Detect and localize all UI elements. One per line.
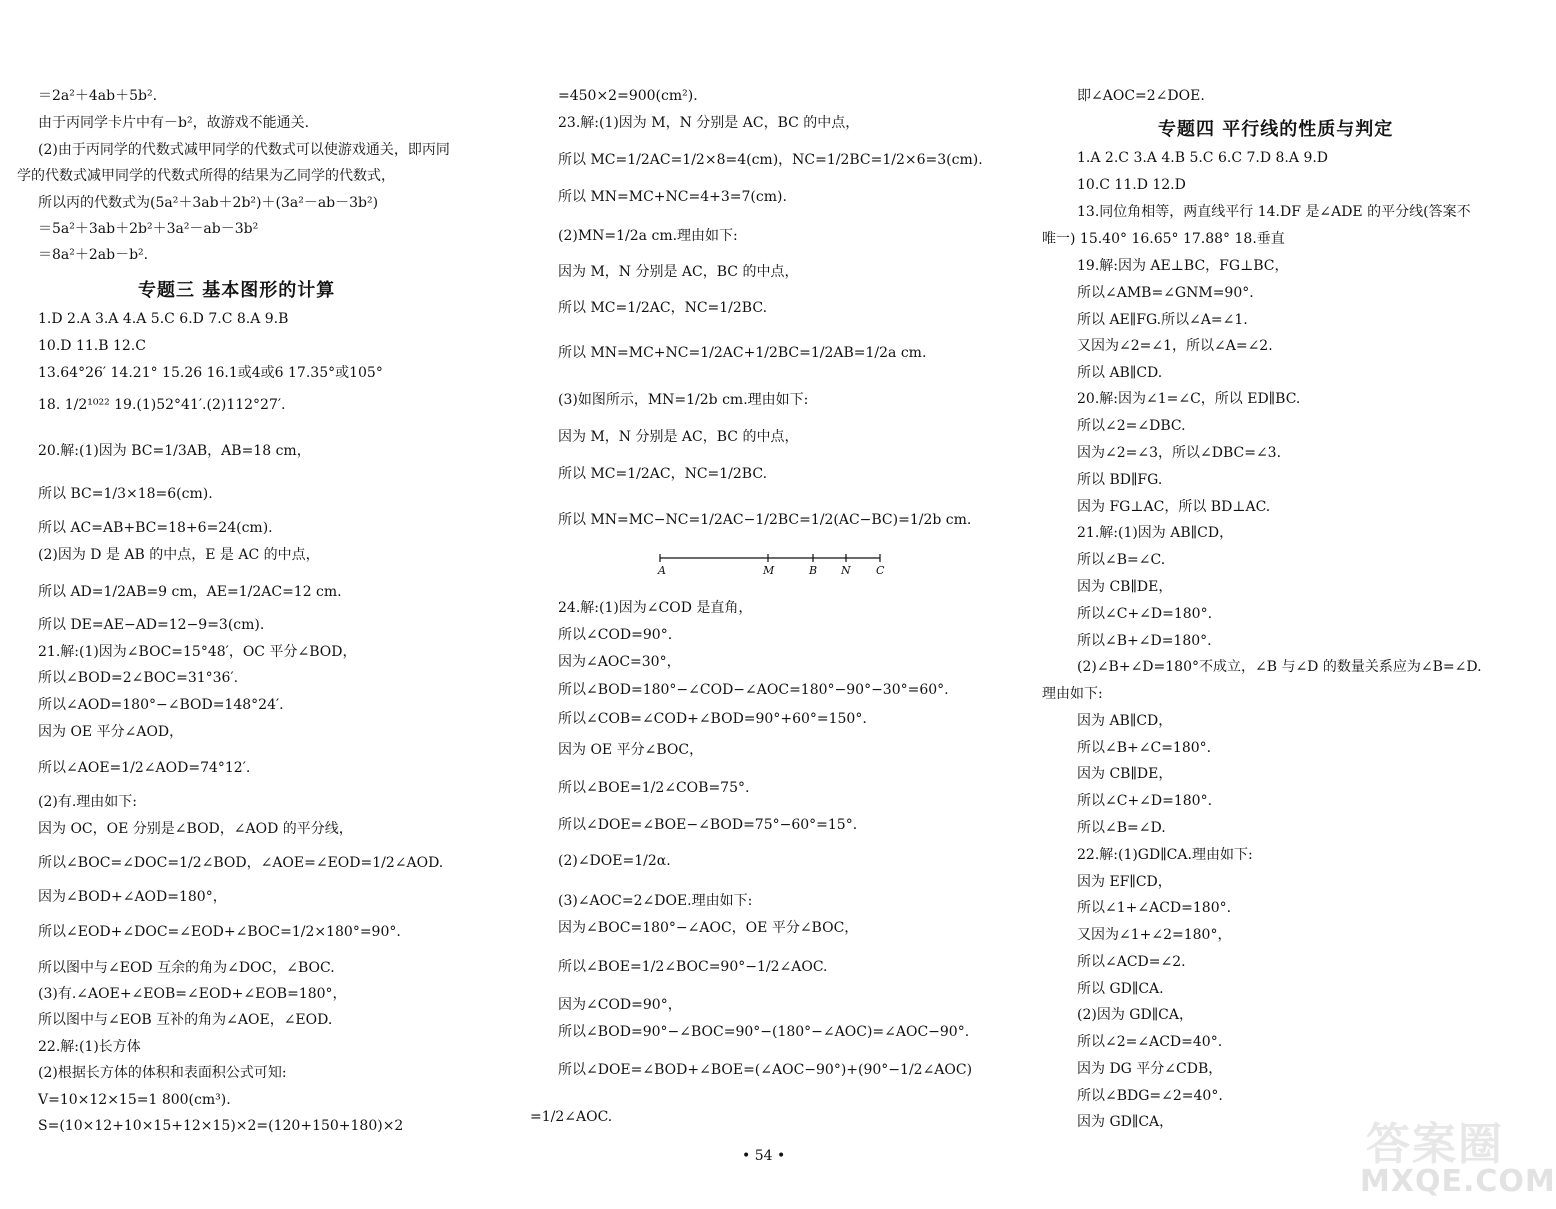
text-line: 即∠AOC=2∠DOE. (1077, 88, 1205, 104)
text-line: 20.解:因为∠1=∠C，所以 ED∥BC. (1077, 391, 1301, 407)
answer-line: 10.C 11.D 12.D (1077, 177, 1186, 193)
text-line: 所以∠2=∠DBC. (1077, 418, 1186, 434)
text-line: 所以∠AOD=180°−∠BOD=148°24′. (38, 697, 284, 713)
point-label-m: M (763, 564, 775, 577)
answer-line: 13.同位角相等，两直线平行 14.DF 是∠ADE 的平分线(答案不 (1077, 204, 1471, 220)
point-label-a: A (658, 564, 666, 577)
point-label-n: N (841, 564, 851, 577)
text-line: (2)由于丙同学的代数式减甲同学的代数式可以使游戏通关，即丙同 (38, 142, 450, 158)
text-line: ＝5a²＋3ab＋2b²＋3a²－ab－3b² (38, 221, 259, 237)
text-line: 所以图中与∠EOB 互补的角为∠AOE，∠EOD. (38, 1012, 333, 1028)
text-line: 21.解:(1)因为∠BOC=15°48′，OC 平分∠BOD， (38, 644, 357, 660)
text-line: 因为 CB∥DE， (1077, 766, 1173, 782)
answer-line: 1.A 2.C 3.A 4.B 5.C 6.C 7.D 8.A 9.D (1077, 150, 1329, 166)
text-line: V=10×12×15=1 800(cm³). (38, 1092, 231, 1108)
text-line: 所以图中与∠EOD 互余的角为∠DOC，∠BOC. (38, 960, 335, 976)
text-line: 又因为∠2=∠1，所以∠A=∠2. (1077, 338, 1273, 354)
text-line: 22.解:(1)长方体 (38, 1039, 141, 1055)
text-line: 因为 M，N 分别是 AC，BC 的中点， (558, 264, 799, 280)
text-line: 所以∠B=∠D. (1077, 820, 1166, 836)
text-line: 19.解:因为 AE⊥BC，FG⊥BC， (1077, 258, 1289, 274)
point-label-b: B (809, 564, 818, 577)
text-line: =450×2=900(cm²). (558, 88, 698, 104)
text-line: 所以 MN=MC−NC=1/2AC−1/2BC=1/2(AC−BC)=1/2b cm. (558, 512, 972, 528)
text-line: 23.解:(1)因为 M，N 分别是 AC，BC 的中点， (558, 115, 860, 131)
text-line: 所以 AC=AB+BC=18+6=24(cm). (38, 520, 273, 536)
text-line: 因为 GD∥CA， (1077, 1114, 1174, 1130)
watermark-logo (1348, 1108, 1556, 1204)
text-line: 所以 AD=1/2AB=9 cm，AE=1/2AC=12 cm. (38, 584, 342, 600)
text-line: 所以∠EOD+∠DOC=∠EOD+∠BOC=1/2×180°=90°. (38, 924, 401, 940)
text-line: 所以∠1+∠ACD=180°. (1077, 900, 1232, 916)
text-line: 所以∠C+∠D=180°. (1077, 606, 1213, 622)
text-line: 所以 MN=MC+NC=4+3=7(cm). (558, 189, 787, 205)
text-line: 所以∠BOD=180°−∠COD−∠AOC=180°−90°−30°=60°. (558, 682, 949, 698)
text-line: 所以∠COB=∠COD+∠BOD=90°+60°=150°. (558, 711, 867, 727)
text-line: 因为∠BOC=180°−∠AOC，OE 平分∠BOC， (558, 920, 859, 936)
text-line: 因为∠BOD+∠AOD=180°， (38, 889, 227, 905)
text-line: (2)MN=1/2a cm.理由如下: (558, 228, 738, 244)
text-line: S=(10×12+10×15+12×15)×2=(120+150+180)×2 (38, 1118, 404, 1134)
text-line: 因为 OC，OE 分别是∠BOD，∠AOD 的平分线， (38, 821, 353, 837)
text-line: (2)因为 GD∥CA， (1077, 1007, 1193, 1023)
text-line: (2)有.理由如下: (38, 794, 137, 810)
text-line: 因为 AB∥CD， (1077, 713, 1173, 729)
segment-figure (655, 552, 887, 582)
answer-line: 18. 1/2¹⁰²² 19.(1)52°41′.(2)112°27′. (38, 397, 286, 413)
text-line: 所以∠BOD=2∠BOC=31°36′. (38, 670, 239, 686)
text-line: 因为∠COD=90°， (558, 997, 682, 1013)
text-line: 因为 M，N 分别是 AC，BC 的中点， (558, 429, 799, 445)
text-line: 所以∠ACD=∠2. (1077, 954, 1186, 970)
section-title: 专题三 基本图形的计算 (138, 280, 336, 301)
text-line: 所以 AE∥FG.所以∠A=∠1. (1077, 312, 1248, 328)
text-line: 24.解:(1)因为∠COD 是直角， (558, 600, 753, 616)
text-line: 因为∠2=∠3，所以∠DBC=∠3. (1077, 445, 1282, 461)
text-line: 所以 GD∥CA. (1077, 981, 1164, 997)
text-line: 20.解:(1)因为 BC=1/3AB，AB=18 cm， (38, 443, 311, 459)
text-line: 所以∠DOE=∠BOD+∠BOE=(∠AOC−90°)+(90°−1/2∠AOC) (558, 1062, 973, 1078)
text-line: 所以 MC=1/2AC=1/2×8=4(cm)，NC=1/2BC=1/2×6=3(cm). (558, 152, 983, 168)
text-line: ＝8a²＋2ab－b². (38, 247, 149, 263)
text-line: ＝2a²＋4ab＋5b². (38, 88, 158, 104)
answer-line: 1.D 2.A 3.A 4.A 5.C 6.D 7.C 8.A 9.B (38, 311, 289, 327)
watermark-text-top: 答案圈 (1366, 1119, 1504, 1170)
text-line: 学的代数式减甲同学的代数式所得的结果为乙同学的代数式， (17, 168, 395, 184)
text-line: (2)∠DOE=1/2α. (558, 853, 671, 869)
text-line: 因为 EF∥CD， (1077, 874, 1172, 890)
text-line: 所以∠BOE=1/2∠BOC=90°−1/2∠AOC. (558, 959, 828, 975)
watermark-text-bottom: MXQE.COM (1360, 1164, 1556, 1199)
text-line: 因为 OE 平分∠BOC， (558, 742, 704, 758)
text-line: 所以∠B+∠D=180°. (1077, 633, 1212, 649)
text-line: (3)有.∠AOE+∠EOB=∠EOD+∠EOB=180°， (38, 986, 347, 1002)
text-line: (3)∠AOC=2∠DOE.理由如下: (558, 893, 753, 909)
text-line: 所以∠BOD=90°−∠BOC=90°−(180°−∠AOC)=∠AOC−90°. (558, 1024, 970, 1040)
text-line: 所以∠BDG=∠2=40°. (1077, 1088, 1223, 1104)
text-line: 22.解:(1)GD∥CA.理由如下: (1077, 847, 1253, 863)
answer-line: 唯一) 15.40° 16.65° 17.88° 18.垂直 (1042, 231, 1285, 247)
text-line: 所以 DE=AE−AD=12−9=3(cm). (38, 617, 265, 633)
text-line: 因为 DG 平分∠CDB， (1077, 1061, 1223, 1077)
text-line: 所以∠C+∠D=180°. (1077, 793, 1213, 809)
text-line: 所以 MN=MC+NC=1/2AC+1/2BC=1/2AB=1/2a cm. (558, 345, 927, 361)
text-line: 所以∠B+∠C=180°. (1077, 740, 1212, 756)
text-line: 因为 OE 平分∠AOD， (38, 724, 184, 740)
text-line: (2)根据长方体的体积和表面积公式可知: (38, 1065, 287, 1081)
text-line: 所以 BD∥FG. (1077, 472, 1163, 488)
text-line: 所以 BC=1/3×18=6(cm). (38, 486, 213, 502)
text-line: 理由如下: (1042, 686, 1103, 702)
text-line: 所以 MC=1/2AC，NC=1/2BC. (558, 466, 768, 482)
text-line: 因为 CB∥DE， (1077, 579, 1173, 595)
text-line: 所以丙的代数式为(5a²＋3ab＋2b²)＋(3a²－ab－3b²) (38, 195, 379, 211)
answer-line: 10.D 11.B 12.C (38, 338, 146, 354)
text-line: 因为 FG⊥AC，所以 BD⊥AC. (1077, 499, 1271, 515)
page-number: • 54 • (742, 1148, 786, 1164)
text-line: 所以∠B=∠C. (1077, 552, 1166, 568)
text-line: 所以∠AOE=1/2∠AOD=74°12′. (38, 760, 251, 776)
text-line: 所以∠DOE=∠BOE−∠BOD=75°−60°=15°. (558, 817, 858, 833)
point-label-c: C (876, 564, 885, 577)
text-line: 又因为∠1+∠2=180°， (1077, 927, 1232, 943)
text-line: (2)∠B+∠D=180°不成立，∠B 与∠D 的数量关系应为∠B=∠D. (1077, 659, 1482, 675)
text-line: (3)如图所示，MN=1/2b cm.理由如下: (558, 392, 809, 408)
text-line: 所以∠BOE=1/2∠COB=75°. (558, 780, 750, 796)
section-title: 专题四 平行线的性质与判定 (1158, 119, 1394, 140)
text-line: 所以 MC=1/2AC，NC=1/2BC. (558, 300, 768, 316)
answer-line: 13.64°26′ 14.21° 15.26 16.1或4或6 17.35°或105° (38, 365, 383, 381)
text-line: 所以∠AMB=∠GNM=90°. (1077, 285, 1254, 301)
text-line: 所以 AB∥CD. (1077, 365, 1163, 381)
text-line: 21.解:(1)因为 AB∥CD， (1077, 525, 1234, 541)
text-line: 由于丙同学卡片中有－b²，故游戏不能通关. (38, 115, 310, 131)
text-line: =1/2∠AOC. (530, 1109, 613, 1125)
text-line: 所以∠2=∠ACD=40°. (1077, 1034, 1223, 1050)
text-line: 所以∠BOC=∠DOC=1/2∠BOD，∠AOE=∠EOD=1/2∠AOD. (38, 855, 444, 871)
text-line: 因为∠AOC=30°， (558, 654, 681, 670)
text-line: 所以∠COD=90°. (558, 627, 673, 643)
text-line: (2)因为 D 是 AB 的中点，E 是 AC 的中点， (38, 547, 320, 563)
